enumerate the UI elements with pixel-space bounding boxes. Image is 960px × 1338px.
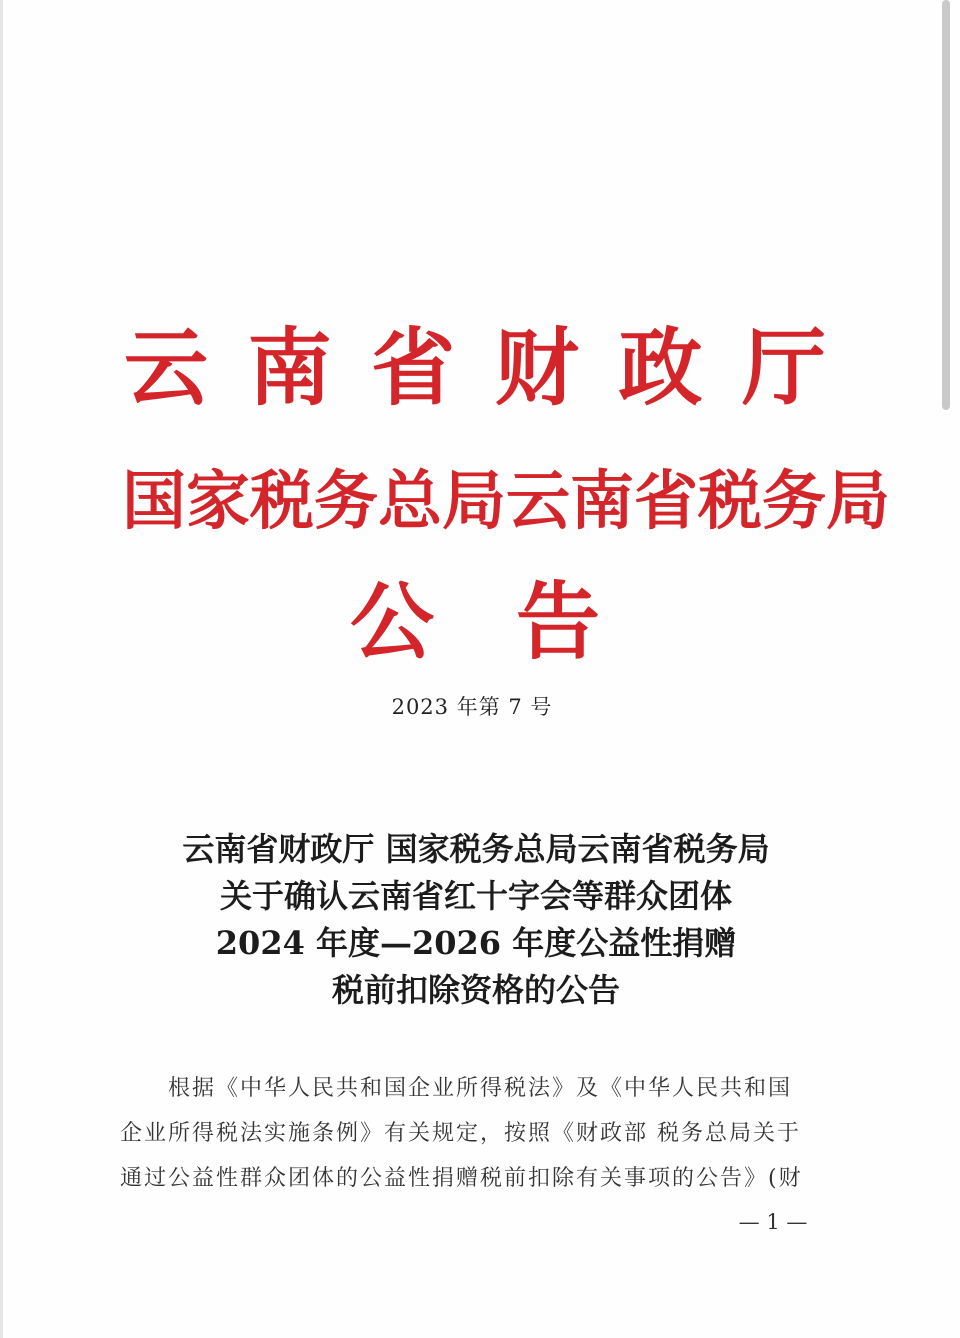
issuer-char: 政 — [618, 318, 703, 417]
issuer-char: 财 — [494, 318, 579, 417]
issuer-char: 南 — [247, 318, 332, 417]
body-line: 根据《中华人民共和国企业所得税法》及《中华人民共和国 — [168, 1076, 793, 1101]
title-line: 税前扣除资格的公告 — [331, 971, 620, 1009]
issuer-line-tax-bureau: 国家税务总局云南省税务局 — [122, 464, 890, 539]
page-number: — 1 — — [738, 1210, 808, 1234]
issuer-char: 公 — [350, 572, 435, 671]
scrollbar-thumb[interactable] — [942, 0, 950, 410]
title-line: 云南省财政厅 国家税务总局云南省税务局 — [182, 830, 770, 868]
page-left-edge — [0, 0, 3, 1338]
issuer-line-finance-department — [120, 318, 830, 418]
issuer-char: 厅 — [741, 318, 826, 417]
body-line: 企业所得税法实施条例》有关规定，按照《财政部 税务总局关于 — [120, 1121, 801, 1146]
title-line: 关于确认云南省红十字会等群众团体 — [219, 877, 732, 915]
issuer-line-announcement — [350, 572, 600, 672]
issuer-char: 告 — [515, 572, 600, 671]
title-line: 2024 年度—2026 年度公益性捐赠 — [215, 924, 737, 962]
document-title — [0, 826, 952, 1014]
issuer-char: 省 — [371, 318, 456, 417]
body-paragraph — [120, 1066, 832, 1201]
body-line: 通过公益性群众团体的公益性捐赠税前扣除有关事项的公告》(财 — [120, 1166, 803, 1191]
document-number: 2023 年第 7 号 — [391, 695, 553, 719]
issuer-char: 云 — [123, 318, 208, 417]
